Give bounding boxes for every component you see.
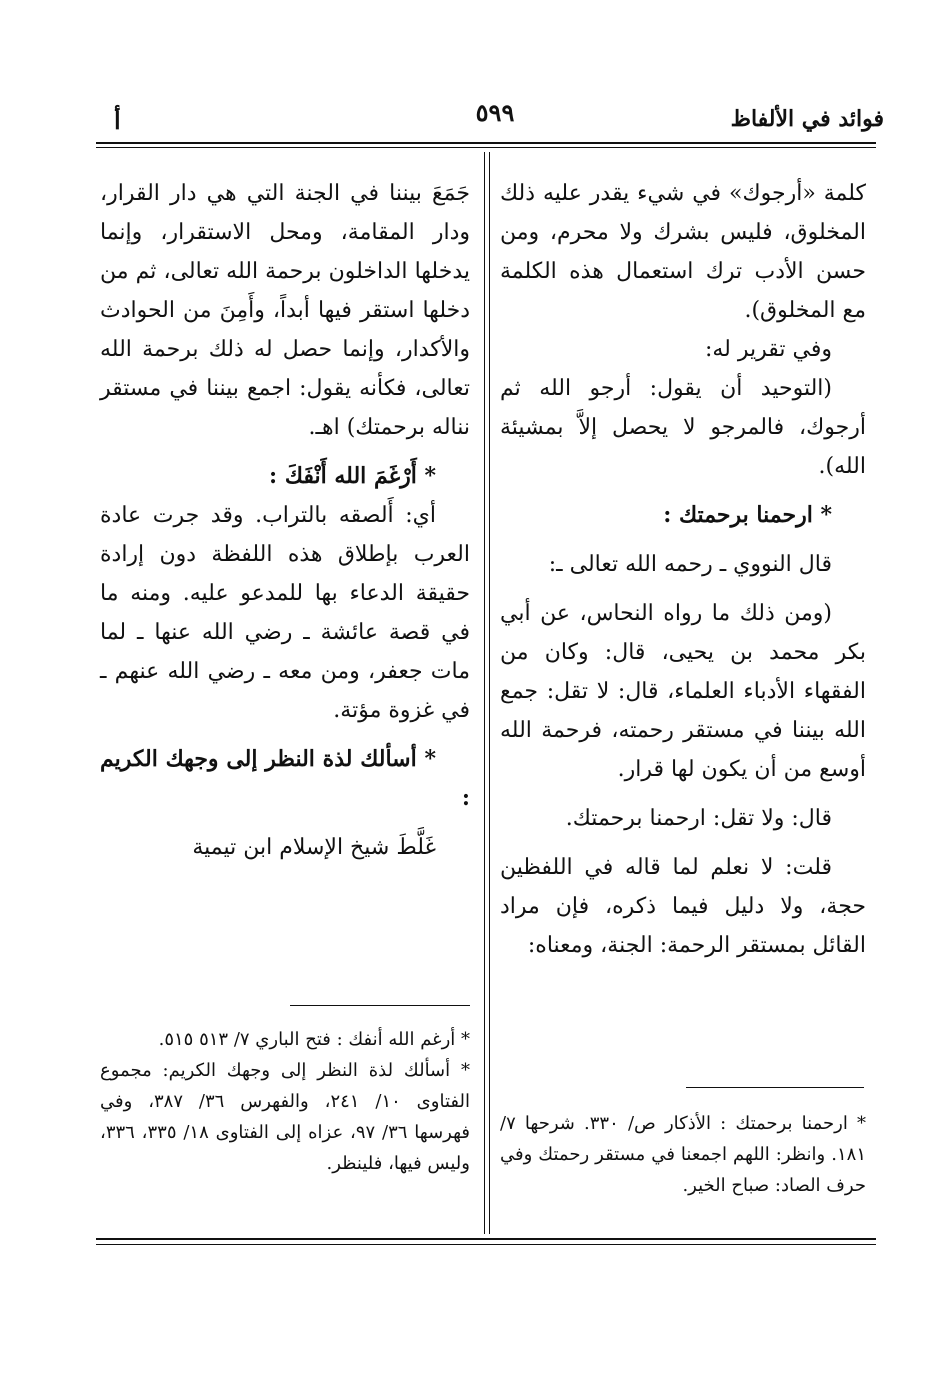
left-footnotes [100, 1024, 470, 1179]
footnote: * ارحمنا برحمتك : الأذكار ص/ ٣٣٠. شرحها ٧/ ١٨١. وانظر: اللهم اجمعنا في مستقر رحمتك وفي حرف الصاد: صباح الخير. [500, 1113, 867, 1196]
column-divider-inner [489, 152, 490, 1234]
bottom-rule [96, 1238, 876, 1240]
right-footnotes [500, 1108, 866, 1201]
paragraph: وفي تقرير له: [704, 337, 832, 362]
running-title: فوائد في الألفاظ [730, 106, 884, 132]
column-divider [484, 152, 485, 1234]
paragraph: كلمة «أرجوك» في شيء يقدر عليه ذلك المخلوق، فليس بشرك ولا محرم، ومن حسن الأدب ترك استعمال هذه الكلمة مع المخلوق). [500, 181, 866, 323]
entry-heading: * ارحمنا برحمتك : [663, 502, 832, 528]
page-number: ٥٩٩ [475, 98, 515, 127]
paragraph: قال: ولا تقل: ارحمنا برحمتك. [565, 806, 832, 831]
footnote-rule [686, 1087, 864, 1088]
paragraph: قلت: لا نعلم لما قاله في اللفظين حجة، ولا دليل فيما ذكره، فإن مراد القائل بمستقر الرحمة: الجنة، ومعناه: [500, 855, 866, 958]
paragraph: غَلَّطَ شيخ الإسلام ابن تيمية [192, 835, 436, 860]
bottom-rule-thin [96, 1244, 876, 1245]
paragraph: قال النووي ـ رحمه الله تعالى ـ: [548, 552, 832, 577]
header-rule-thin [96, 147, 876, 148]
left-column [100, 174, 470, 867]
quote-paragraph: (ومن ذلك ما رواه النحاس، عن أبي بكر محمد بن يحيى، قال: وكان من الفقهاء الأدباء العلماء، قال: لا تقل: جمع الله بيننا في مستقر رحمته، فرحمة الله أوسع من أن يكون لها قرار. [500, 601, 866, 782]
right-column [500, 174, 866, 965]
paragraph: جَمَعَ بيننا في الجنة التي هي دار القرار، ودار المقامة، ومحل الاستقرار، وإنما يدخلها الداخلون برحمة الله تعالى، ثم من دخلها استقر فيها أبداً، وأَمِنَ من الحوادث والأكدار، وإنما حصل له ذلك برحمة الله تعالى، فكأنه يقول: اجمع بيننا في مستقر نناله برحمتك) اهـ. [100, 181, 470, 440]
entry-heading: * أَرْغَمَ الله أَنْفَكَ : [269, 463, 436, 489]
entry-heading: * أسألك لذة النظر إلى وجهك الكريم : [100, 746, 470, 811]
paragraph: أي: أَلصقه بالتراب. وقد جرت عادة العرب بإطلاق هذه اللفظة دون إرادة حقيقة الدعاء بها للمدعو عليه. ومنه ما في قصة عائشة ـ رضي الله عنها ـ لما مات جعفر، ومن معه ـ رضي الله عنهم ـ في غزوة مؤتة. [100, 503, 470, 723]
footnote-rule [290, 1005, 470, 1006]
header-rule [96, 142, 876, 144]
footnote: * أسألك لذة النظر إلى وجهك الكريم: مجموع الفتاوى ١٠/ ٢٤١، والفهرس ٣٦/ ٣٨٧، وفي فهرسها ٣٦/ ٩٧، عزاه إلى الفتاوى ١٨/ ٣٣٥، ٣٣٦، وليس فيها، فلينظر. [100, 1060, 470, 1174]
footnote: * أرغم الله أنفك : فتح الباري ٧/ ٥١٣ ٥١٥. [158, 1029, 470, 1050]
quote-paragraph: (التوحيد أن يقول: أرجو الله ثم أرجوك، فالمرجو لا يحصل إلاَّ بمشيئة الله). [500, 376, 866, 479]
section-letter: أ [114, 106, 121, 135]
